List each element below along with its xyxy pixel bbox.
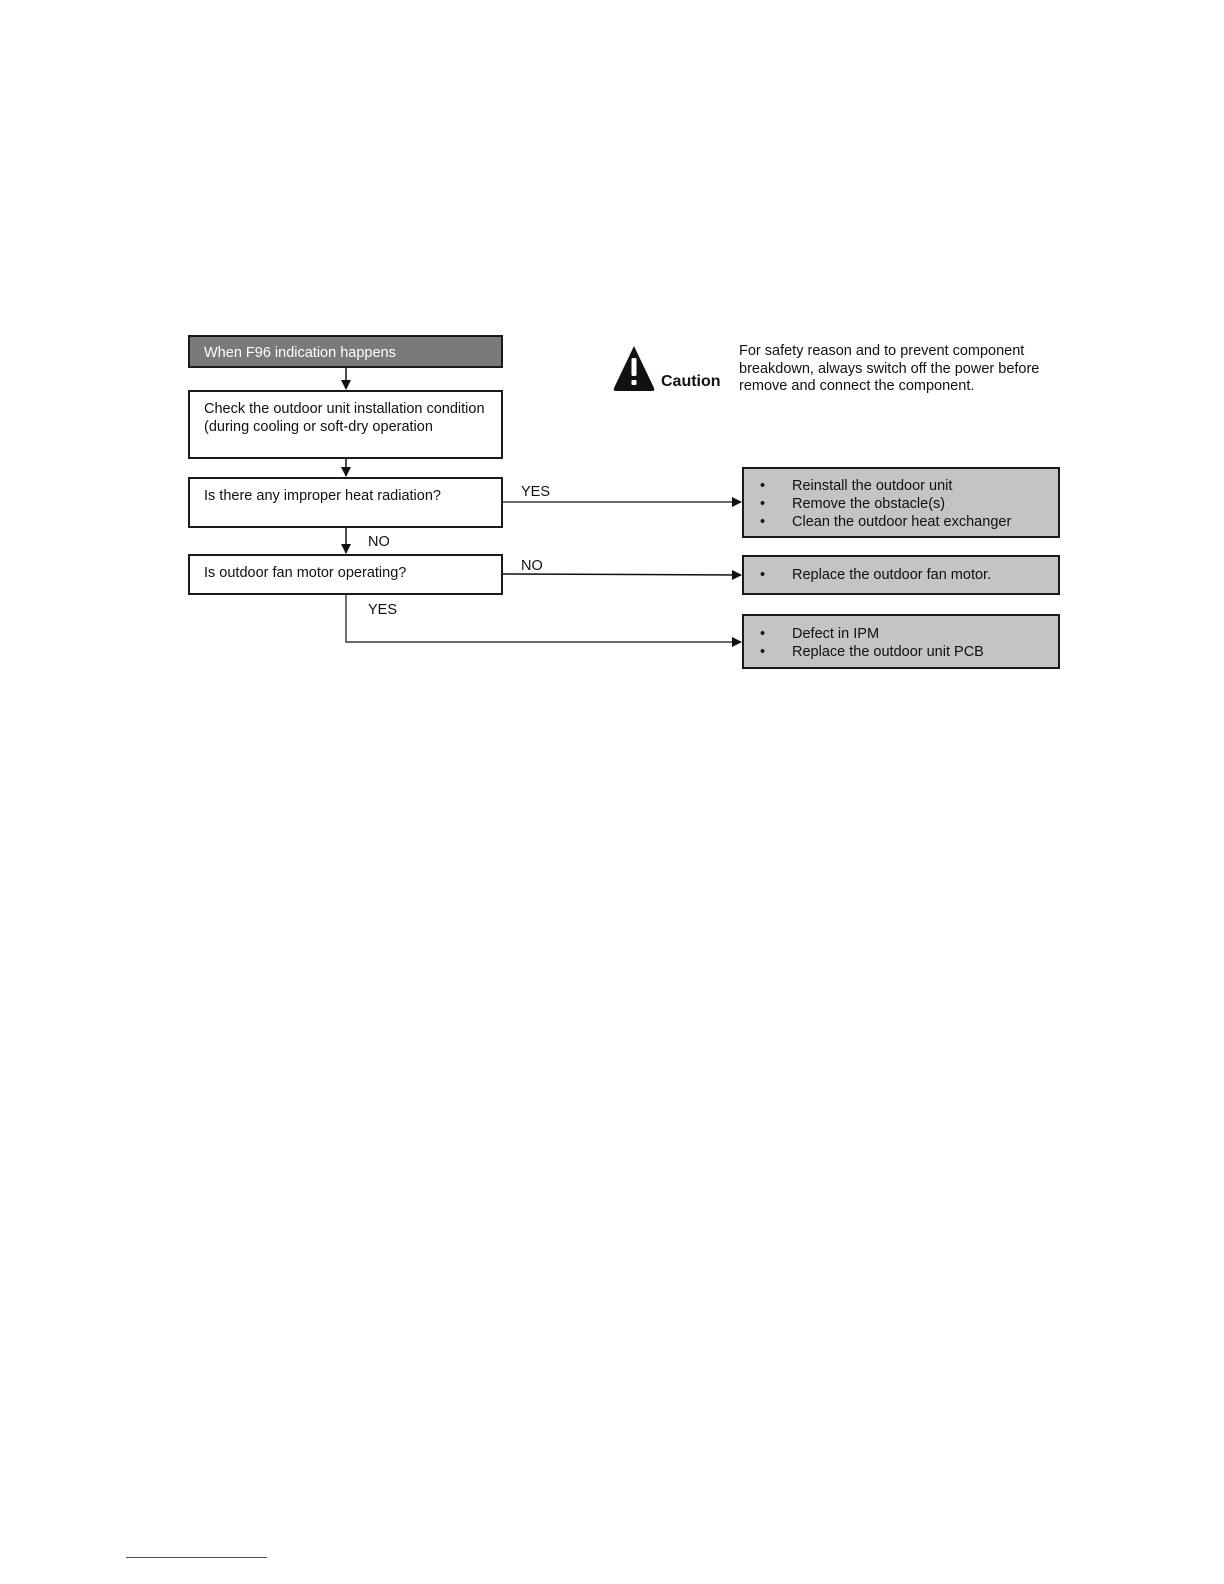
branch-label-heat-yes: YES: [521, 484, 551, 500]
flow-result-pcb-list: [758, 625, 1044, 661]
footer-divider: [126, 1557, 267, 1558]
flow-question-fan-box: [188, 554, 503, 595]
branch-label-fan-no: NO: [521, 558, 543, 574]
list-item: • Reinstall the outdoor unit: [758, 477, 1044, 495]
list-item: • Remove the obstacle(s): [758, 495, 1044, 513]
connector-fan-yes: [346, 595, 741, 642]
flow-result-fan-motor-list: [758, 566, 1044, 584]
flow-result-fan-motor-box: [742, 555, 1060, 595]
flow-start-box: [188, 335, 503, 368]
list-item: • Defect in IPM: [758, 625, 1044, 643]
flow-check-text: Check the outdoor unit installation condition (during cooling or soft-dry operation: [204, 401, 485, 435]
flow-check-box: [188, 390, 503, 459]
flow-result-heat-list: [758, 477, 1044, 531]
flow-question-heat-text: Is there any improper heat radiation?: [204, 488, 441, 504]
branch-label-heat-no: NO: [368, 534, 390, 550]
list-item: • Clean the outdoor heat exchanger: [758, 513, 1044, 531]
list-item: • Replace the outdoor fan motor.: [758, 566, 1044, 584]
flow-start-text: When F96 indication happens: [204, 345, 396, 361]
list-item: • Replace the outdoor unit PCB: [758, 643, 1044, 661]
caution-label: Caution: [661, 373, 721, 390]
caution-text: For safety reason and to prevent component breakdown, always switch off the power before remove and connect the component.: [739, 343, 1040, 394]
flow-result-pcb-box: [742, 614, 1060, 669]
flow-question-fan-text: Is outdoor fan motor operating?: [204, 565, 407, 581]
branch-label-fan-yes: YES: [368, 602, 398, 618]
flow-question-heat-box: [188, 477, 503, 528]
warning-triangle-icon: [612, 344, 656, 392]
flow-result-heat-box: [742, 467, 1060, 538]
